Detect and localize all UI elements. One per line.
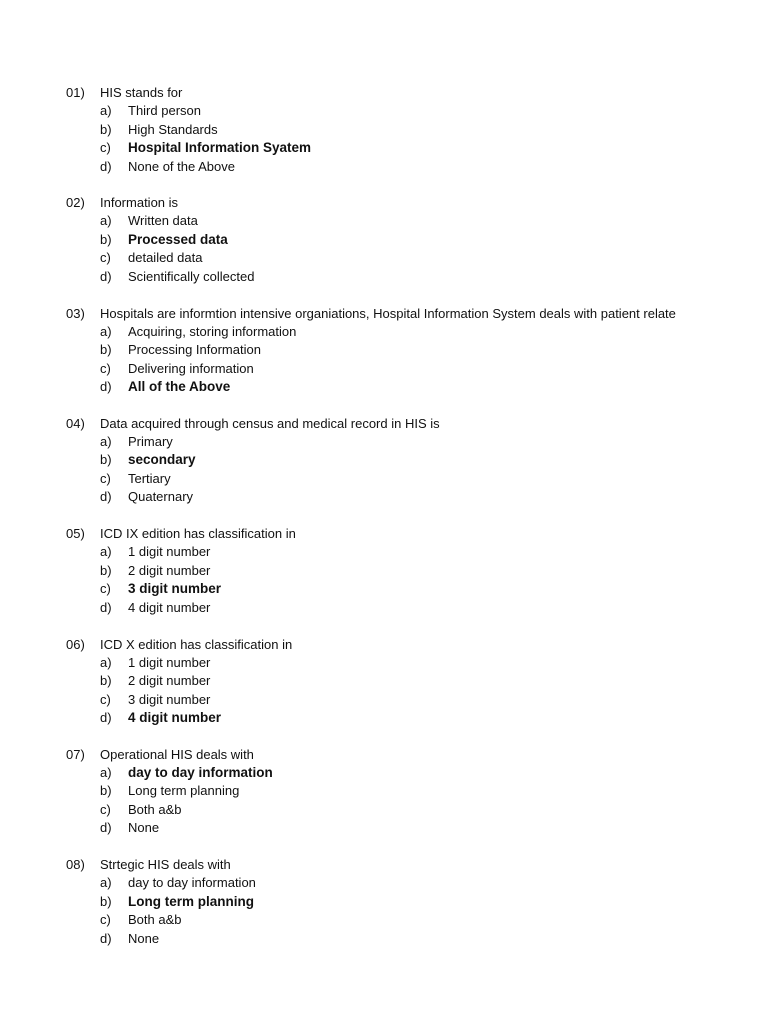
option-label: d) (100, 930, 112, 946)
answer-option (0, 212, 768, 231)
correct-option-text: Processed data (128, 231, 228, 247)
question-line (0, 305, 768, 323)
answer-option (0, 654, 768, 673)
option-label: a) (100, 875, 112, 891)
option-text: Primary (128, 433, 173, 449)
question-4 (0, 415, 768, 507)
option-label: c) (100, 581, 111, 597)
answer-option (0, 599, 768, 618)
answer-option (0, 801, 768, 820)
option-text: detailed data (128, 250, 203, 266)
answer-option (0, 874, 768, 893)
option-text: None of the Above (128, 158, 235, 174)
answer-option (0, 782, 768, 801)
question-number: 08) (66, 857, 85, 873)
answer-option (0, 580, 768, 599)
option-label: b) (100, 452, 112, 468)
answer-option (0, 268, 768, 287)
option-text: Scientifically collected (128, 268, 255, 284)
option-label: b) (100, 562, 112, 578)
option-label: c) (100, 140, 111, 155)
option-label: d) (100, 379, 112, 395)
option-text: Both a&b (128, 801, 182, 817)
question-text: ICD IX edition has classification in (100, 526, 296, 542)
question-6 (0, 636, 768, 728)
option-label: d) (100, 710, 112, 725)
option-label: c) (100, 801, 111, 817)
option-text: High Standards (128, 121, 218, 137)
question-8 (0, 856, 768, 948)
question-number: 04) (66, 415, 85, 431)
correct-option-text: 3 digit number (128, 581, 222, 597)
option-label: c) (100, 250, 111, 266)
option-label: a) (100, 323, 112, 339)
option-label: b) (100, 893, 112, 909)
option-label: a) (100, 103, 112, 118)
answer-option (0, 360, 768, 379)
correct-option-text: 4 digit number (128, 710, 222, 725)
option-text: 2 digit number (128, 673, 211, 688)
answer-option (0, 488, 768, 507)
question-line (0, 194, 768, 212)
question-line (0, 84, 768, 102)
option-text: 4 digit number (128, 599, 211, 615)
question-1 (0, 84, 768, 176)
answer-option (0, 911, 768, 930)
answer-option (0, 691, 768, 710)
answer-option (0, 451, 768, 470)
question-line (0, 636, 768, 654)
option-text: 3 digit number (128, 691, 211, 707)
answer-option (0, 158, 768, 177)
question-text: Hospitals are informtion intensive organiations, Hospital Information System deals with patient relate (100, 305, 676, 321)
answer-option (0, 764, 768, 783)
option-label: c) (100, 691, 111, 707)
option-label: b) (100, 342, 112, 358)
option-label: a) (100, 544, 112, 560)
question-text: HIS stands for (100, 85, 183, 100)
option-label: b) (100, 783, 112, 799)
option-text: 2 digit number (128, 562, 211, 578)
option-label: d) (100, 820, 112, 836)
option-label: d) (100, 599, 112, 615)
option-label: a) (100, 764, 112, 780)
option-text: Delivering information (128, 360, 254, 376)
question-line (0, 856, 768, 874)
question-text: Data acquired through census and medical record in HIS is (100, 415, 440, 431)
answer-option (0, 672, 768, 691)
answer-option (0, 139, 768, 158)
option-label: c) (100, 360, 111, 376)
option-label: a) (100, 433, 112, 449)
option-label: b) (100, 231, 112, 247)
answer-option (0, 231, 768, 250)
option-text: Written data (128, 213, 198, 229)
answer-option (0, 930, 768, 949)
answer-option (0, 470, 768, 489)
answer-option (0, 709, 768, 728)
question-number: 05) (66, 526, 85, 542)
answer-option (0, 562, 768, 581)
option-label: b) (100, 121, 112, 137)
question-line (0, 525, 768, 543)
question-number: 06) (66, 636, 85, 652)
question-2 (0, 194, 768, 286)
option-text: 1 digit number (128, 544, 211, 560)
question-number: 01) (66, 85, 85, 100)
option-text: Both a&b (128, 912, 182, 928)
question-number: 02) (66, 195, 85, 211)
correct-option-text: Hospital Information Syatem (128, 140, 312, 155)
answer-option (0, 121, 768, 140)
question-line (0, 415, 768, 433)
question-line (0, 746, 768, 764)
option-text: Acquiring, storing information (128, 323, 297, 339)
answer-option (0, 102, 768, 121)
answer-option (0, 433, 768, 452)
answer-option (0, 378, 768, 397)
option-text: Processing Information (128, 342, 261, 358)
option-text: None (128, 820, 160, 836)
question-3 (0, 305, 768, 397)
option-label: d) (100, 158, 112, 174)
answer-option (0, 341, 768, 360)
option-label: d) (100, 489, 112, 505)
question-7 (0, 746, 768, 838)
option-text: 1 digit number (128, 654, 211, 670)
option-text: Long term planning (128, 783, 240, 799)
option-text: Third person (128, 103, 201, 118)
correct-option-text: All of the Above (128, 379, 231, 395)
option-text: Tertiary (128, 470, 171, 486)
question-text: ICD X edition has classification in (100, 636, 293, 652)
question-text: Information is (100, 195, 179, 211)
option-label: a) (100, 213, 112, 229)
option-text: None (128, 930, 160, 946)
correct-option-text: day to day information (128, 764, 273, 780)
answer-option (0, 543, 768, 562)
option-label: c) (100, 912, 111, 928)
option-text: day to day information (128, 875, 256, 891)
answer-option (0, 819, 768, 838)
option-label: b) (100, 673, 112, 688)
question-text: Strtegic HIS deals with (100, 857, 231, 873)
question-number: 07) (66, 746, 85, 762)
question-number: 03) (66, 305, 85, 321)
option-text: Quaternary (128, 489, 194, 505)
correct-option-text: secondary (128, 452, 196, 468)
question-5 (0, 525, 768, 617)
answer-option (0, 323, 768, 342)
answer-option (0, 249, 768, 268)
answer-option (0, 893, 768, 912)
option-label: c) (100, 470, 111, 486)
option-label: a) (100, 654, 112, 670)
option-label: d) (100, 268, 112, 284)
correct-option-text: Long term planning (128, 893, 254, 909)
question-text: Operational HIS deals with (100, 746, 254, 762)
